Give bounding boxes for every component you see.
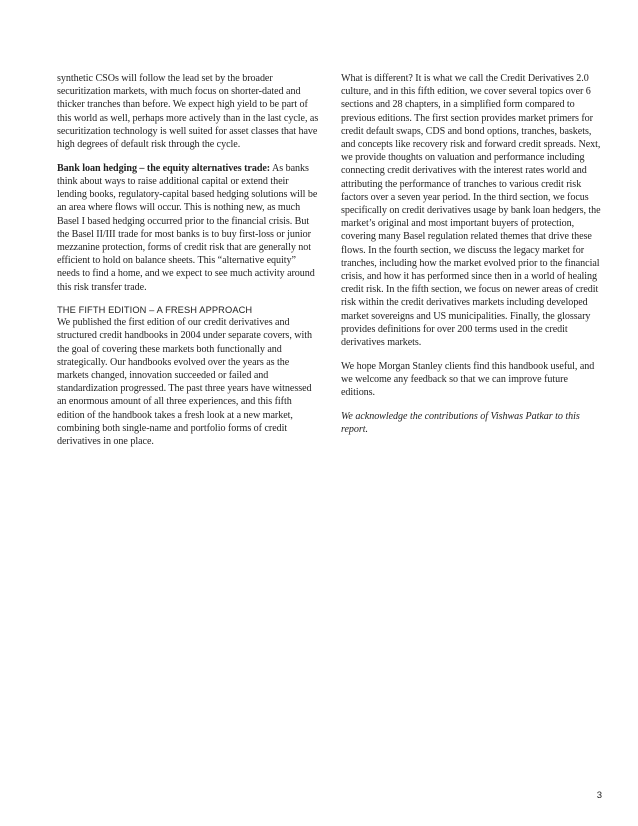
- paragraph-bank-loan-hedging: [57, 162, 319, 294]
- left-column: [57, 72, 319, 459]
- paragraph-synthetic-csos: synthetic CSOs will follow the lead set by the broader securitization markets, with much focus on shorter-dated and thicker tranches than before. We expect high yield to be part of this world as well, perhaps more actively than in the last cycle, as securitization technology is well suited for asset classes that have high degrees of default risk through the cycle.: [57, 73, 319, 151]
- bank-loan-hedging-lead: Bank loan hedging – the equity alternatives trade:: [57, 162, 271, 174]
- bank-loan-hedging-body: As banks think about ways to raise additional capital or extend their lending books, regulatory-capital based hedging solutions will be an area where flows will occur. This is nothing new, as much Basel I based hedging occurred prior to the financial crisis. But the Basel II/III trade for most banks is to buy first-loss or junior mezzanine protection, forms of credit risk that are generally not efficient to hold on balance sheets. This “alternative equity” needs to find a home, and we expect to see much activity around this risk transfer trade.: [57, 162, 318, 293]
- paragraph-first-edition: We published the first edition of our credit derivatives and structured credit handbooks in 2004 under separate covers, with the goal of covering these markets both functionally and strategically. Our handbooks evolved over the years as the markets changed, innovation succeeded or failed and standardization progressed. The past three years have witnessed an enormous amount of all three experiences, and this fifth edition of the handbook takes a fresh look at a new market, combining both single-name and portfolio forms of credit derivatives in one place.: [57, 317, 313, 448]
- paragraph-what-is-different: What is different? It is what we call the Credit Derivatives 2.0 culture, and in this fifth edition, we cover several topics over 6 sections and 28 chapters, in a simplified form compared to previous editions. The first section provides market primers for credit default swaps, CDS and bond options, tranches, baskets, and concepts like recovery risk and forward credit spreads. Next, we provide thoughts on valuation and performance including connecting credit derivatives with the interest rates world and attributing the performance of tranches to various credit risk factors over a seven year period. In the third section, we focus specifically on credit derivatives usage by bank loan hedgers, the market’s original and most important buyers of protection, covering many Basel regulation related themes that drive these flows. In the fourth section, we discuss the legacy market for tranches, including how the market evolved prior to the financial crisis, and how it has performed since then in a world of healing credit risk. In the fifth section, we focus on newer areas of credit risk within the credit derivatives markets including developed market sovereigns and US municipalities. Finally, the glossary provides definitions for over 200 terms used in the credit derivatives markets.: [341, 73, 601, 349]
- paragraph-acknowledgement: We acknowledge the contributions of Vishwas Patkar to this report.: [341, 410, 580, 436]
- paragraph-feedback: We hope Morgan Stanley clients find this handbook useful, and we welcome any feedback so that we can improve future editions.: [341, 360, 595, 399]
- page-number: 3: [596, 790, 602, 801]
- right-column: [341, 72, 603, 447]
- section-heading-fifth-edition: THE FIFTH EDITION – A FRESH APPROACH: [57, 305, 253, 316]
